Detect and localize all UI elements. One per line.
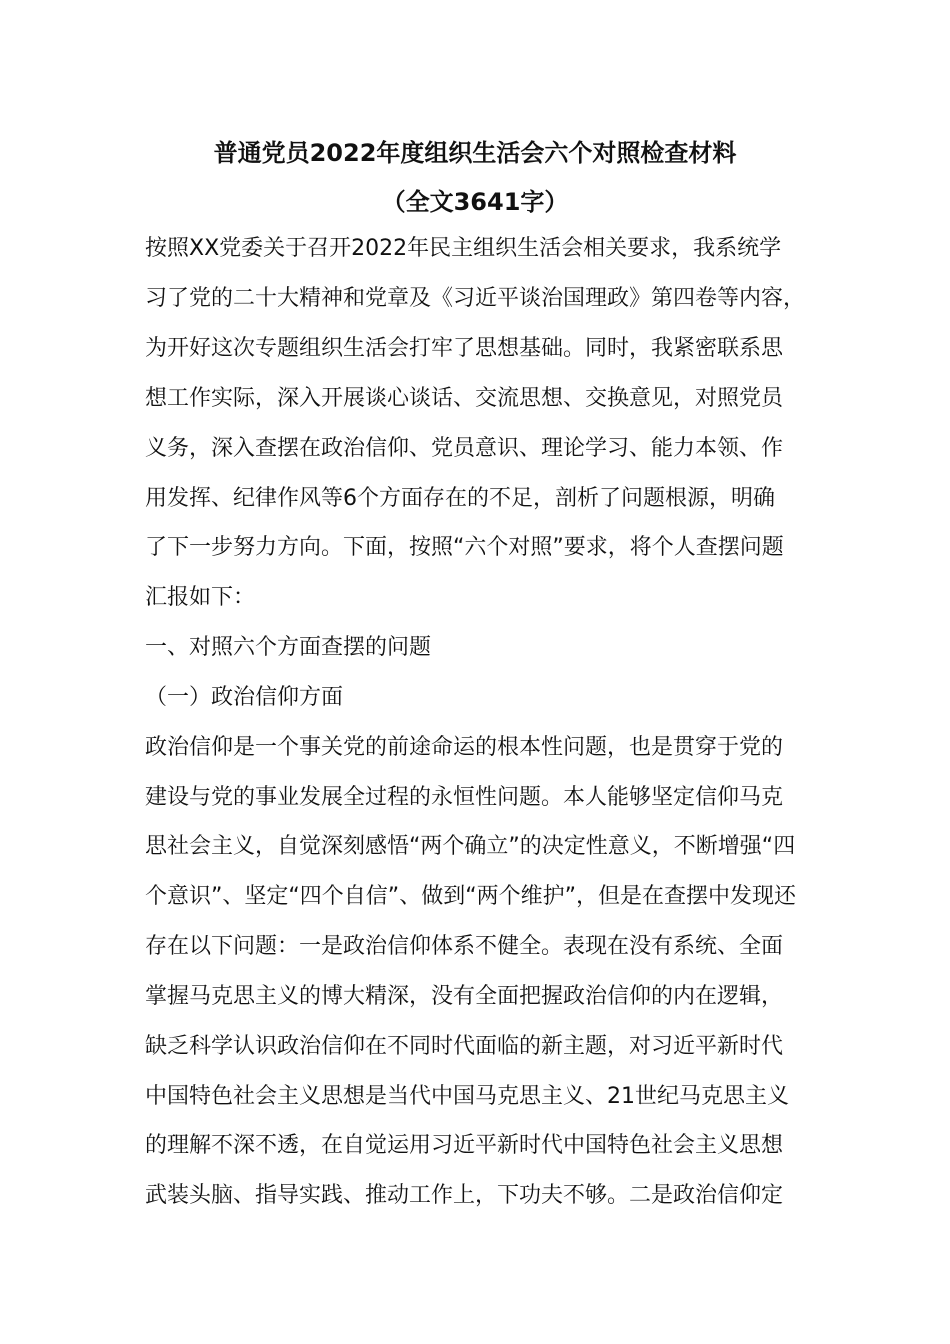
body-line: 汇报如下：: [145, 585, 256, 610]
body-line: 的理解不深不透，在自觉运用习近平新时代中国特色社会主义思想: [145, 1133, 784, 1158]
body-line: 按照XX党委关于召开2022年民主组织生活会相关要求，我系统学: [145, 236, 782, 261]
section-heading: 一、对照六个方面查摆的问题: [145, 635, 432, 660]
body-line: 用发挥、纪律作风等6个方面存在的不足，剖析了问题根源，明确: [145, 486, 775, 511]
document-subtitle: （全文3641字）: [381, 188, 569, 216]
body-line: 为开好这次专题组织生活会打牢了思想基础。同时，我紧密联系思: [145, 336, 784, 361]
body-line: 掌握马克思主义的博大精深，没有全面把握政治信仰的内在逻辑，: [145, 984, 784, 1009]
body-line: 缺乏科学认识政治信仰在不同时代面临的新主题，对习近平新时代: [145, 1034, 784, 1059]
body-line: 义务，深入查摆在政治信仰、党员意识、理论学习、能力本领、作: [145, 436, 784, 461]
body-line: 思社会主义，自觉深刻感悟“两个确立”的决定性意义，不断增强“四: [145, 834, 796, 859]
body-line: 习了党的二十大精神和党章及《习近平谈治国理政》第四卷等内容，: [145, 286, 806, 311]
body-line: 政治信仰是一个事关党的前途命运的根本性问题，也是贯穿于党的: [145, 735, 784, 760]
body-line: 存在以下问题：一是政治信仰体系不健全。表现在没有系统、全面: [145, 934, 784, 959]
body-line: 了下一步努力方向。下面，按照“六个对照”要求，将个人查摆问题: [145, 535, 784, 560]
body-line: 中国特色社会主义思想是当代中国马克思主义、21世纪马克思主义: [145, 1084, 789, 1109]
body-line: 武装头脑、指导实践、推动工作上，下功夫不够。二是政治信仰定: [145, 1183, 784, 1208]
body-line: 想工作实际，深入开展谈心谈话、交流思想、交换意见，对照党员: [145, 386, 784, 411]
body-line: 建设与党的事业发展全过程的永恒性问题。本人能够坚定信仰马克: [145, 785, 784, 810]
body-line: 个意识”、坚定“四个自信”、做到“两个维护”，但是在查摆中发现还: [145, 884, 796, 909]
document-title: 普通党员2022年度组织生活会六个对照检查材料: [213, 139, 737, 167]
subsection-heading: （一）政治信仰方面: [145, 685, 344, 710]
